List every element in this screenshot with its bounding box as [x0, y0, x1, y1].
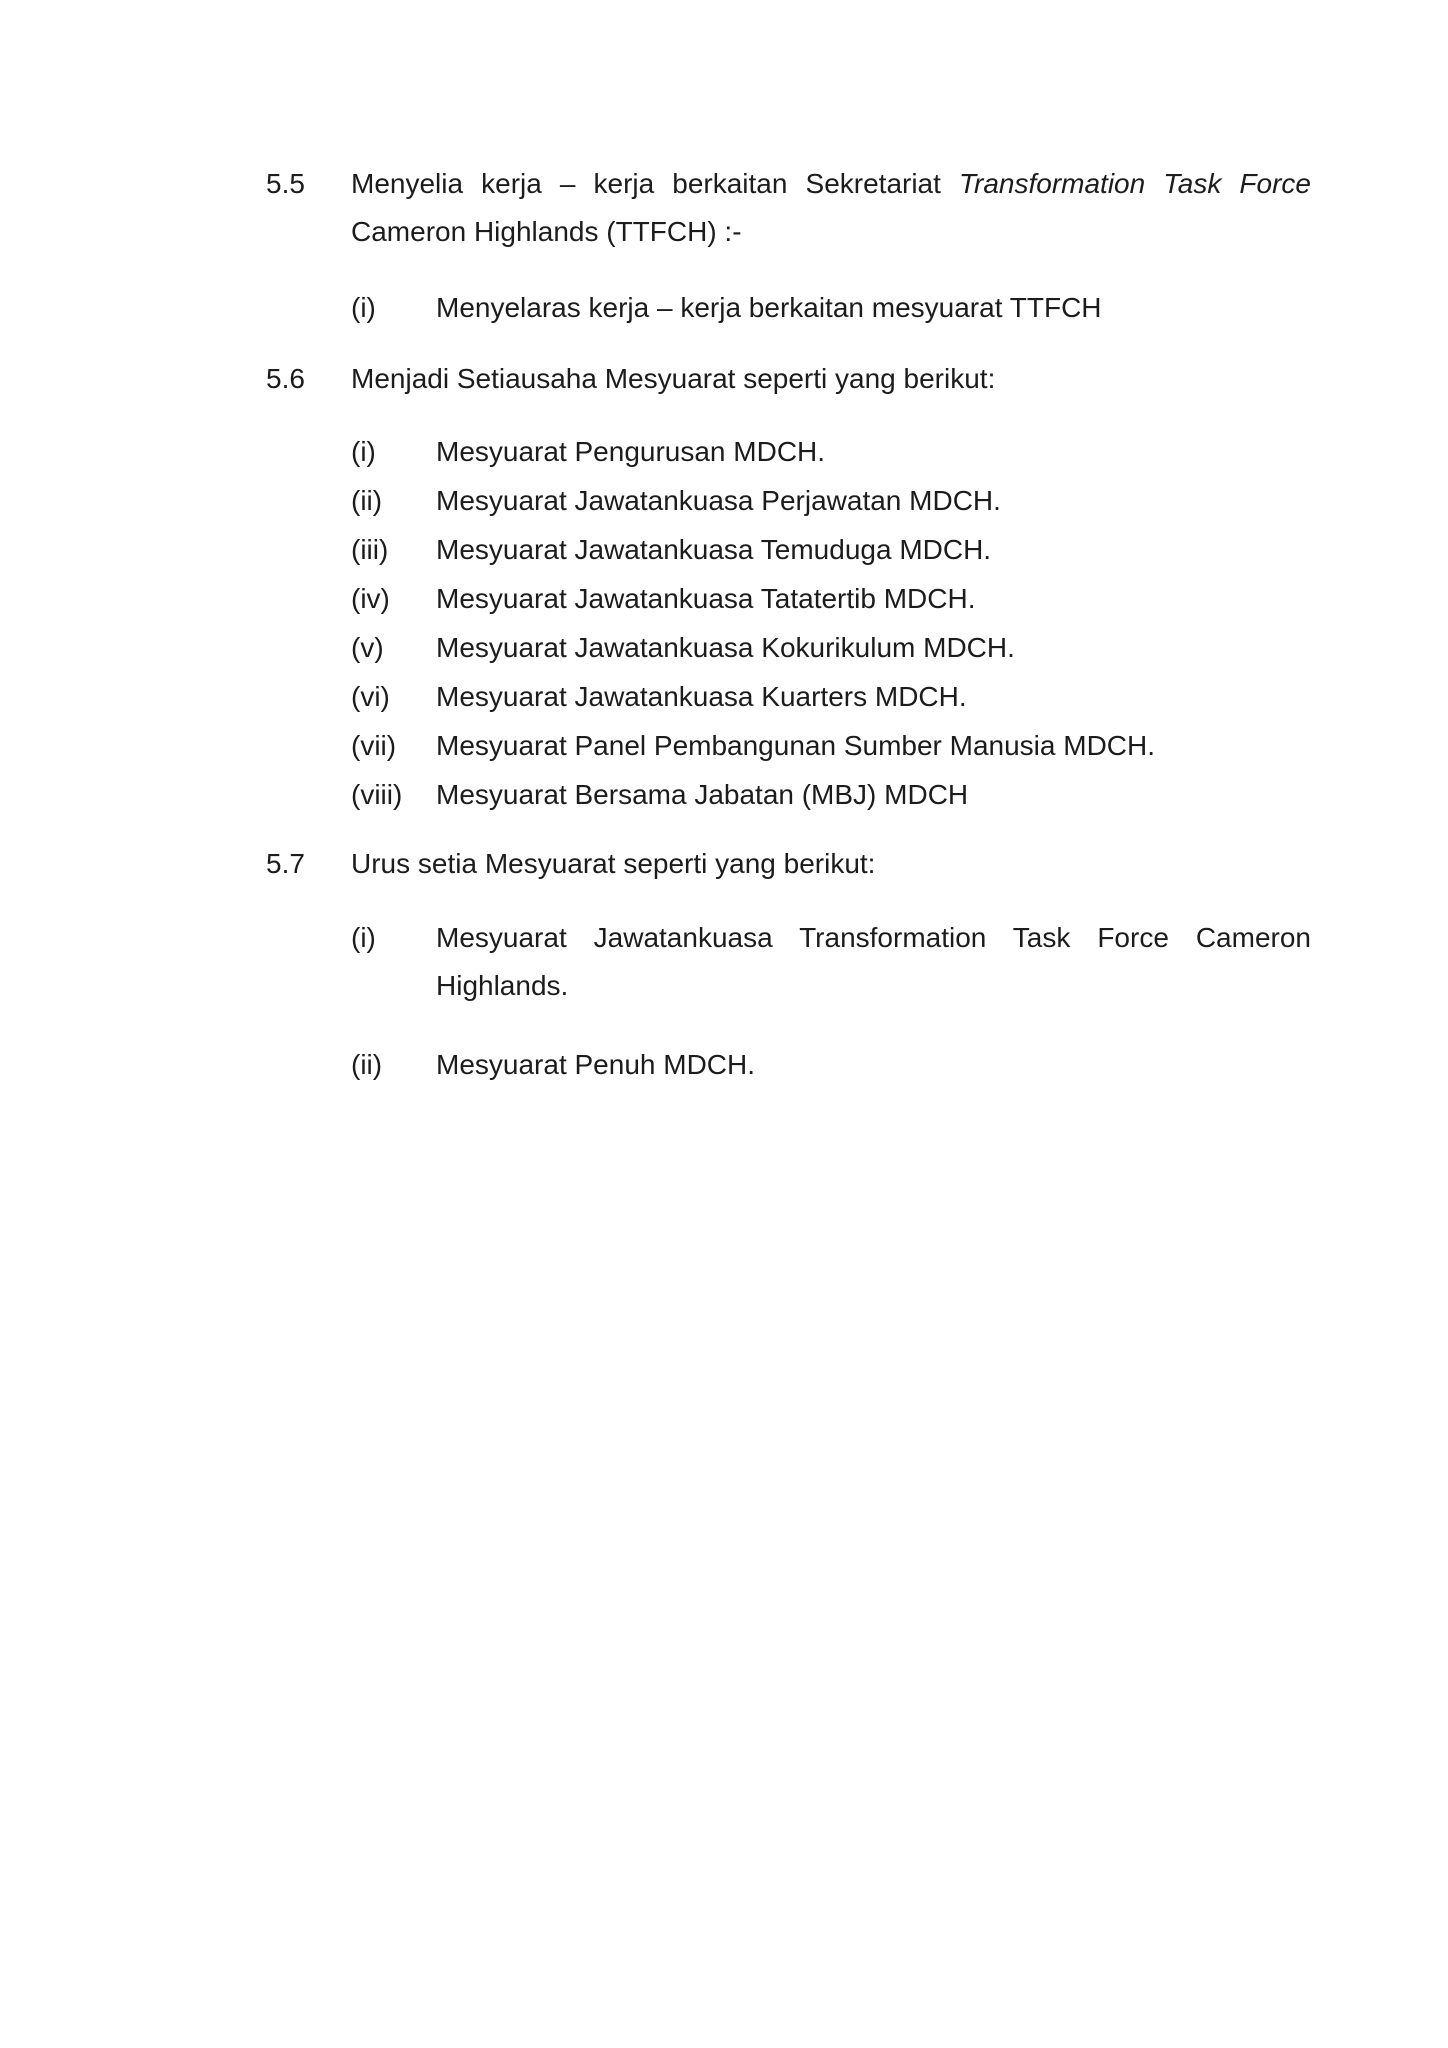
item-number: (v) — [351, 632, 384, 663]
section-text-line: Urus setia Mesyuarat seperti yang berikut: — [351, 848, 876, 879]
item-text: Mesyuarat Penuh MDCH. — [436, 1049, 756, 1080]
item-number: (i) — [351, 922, 376, 953]
item-text-line-2: Highlands. — [436, 970, 569, 1001]
item-text: Mesyuarat Jawatankuasa Tatatertib MDCH. — [436, 583, 976, 614]
item-text-line-1: Mesyuarat Jawatankuasa Transformation Task Force Cameron — [436, 922, 1311, 953]
item-number: (iii) — [351, 534, 389, 565]
section-text — [351, 160, 1311, 256]
item-number: (ii) — [351, 485, 383, 516]
section-text-italic: Transformation Task Force — [958, 168, 1312, 199]
item-text: Mesyuarat Panel Pembangunan Sumber Manusia MDCH. — [436, 730, 1156, 761]
section-number: 5.7 — [266, 848, 305, 879]
section-text-line: Menjadi Setiausaha Mesyuarat seperti yang berikut: — [351, 363, 996, 394]
item-text: Mesyuarat Jawatankuasa Kokurikulum MDCH. — [436, 632, 1015, 663]
section-text-line-2: Cameron Highlands (TTFCH) :- — [351, 216, 742, 247]
item-text: Mesyuarat Jawatankuasa Temuduga MDCH. — [436, 534, 992, 565]
section-text-part: Menyelia kerja – kerja berkaitan Sekretariat — [351, 168, 941, 199]
section-number: 5.5 — [266, 168, 305, 199]
item-number: (viii) — [351, 779, 403, 810]
item-text: Menyelaras kerja – kerja berkaitan mesyuarat TTFCH — [436, 292, 1102, 323]
item-number: (ii) — [351, 1049, 383, 1080]
item-number: (i) — [351, 436, 376, 467]
section-number: 5.6 — [266, 363, 305, 394]
item-text — [436, 914, 1311, 1010]
item-text: Mesyuarat Bersama Jabatan (MBJ) MDCH — [436, 779, 969, 810]
section-text-line-1 — [351, 160, 1311, 208]
item-text: Mesyuarat Jawatankuasa Perjawatan MDCH. — [436, 485, 1001, 516]
item-number: (iv) — [351, 583, 390, 614]
item-text: Mesyuarat Jawatankuasa Kuarters MDCH. — [436, 681, 967, 712]
item-number: (vii) — [351, 730, 397, 761]
item-number: (i) — [351, 292, 376, 323]
item-number: (vi) — [351, 681, 390, 712]
section-text — [351, 840, 1311, 888]
section-text — [351, 355, 1311, 403]
item-text: Mesyuarat Pengurusan MDCH. — [436, 436, 826, 467]
